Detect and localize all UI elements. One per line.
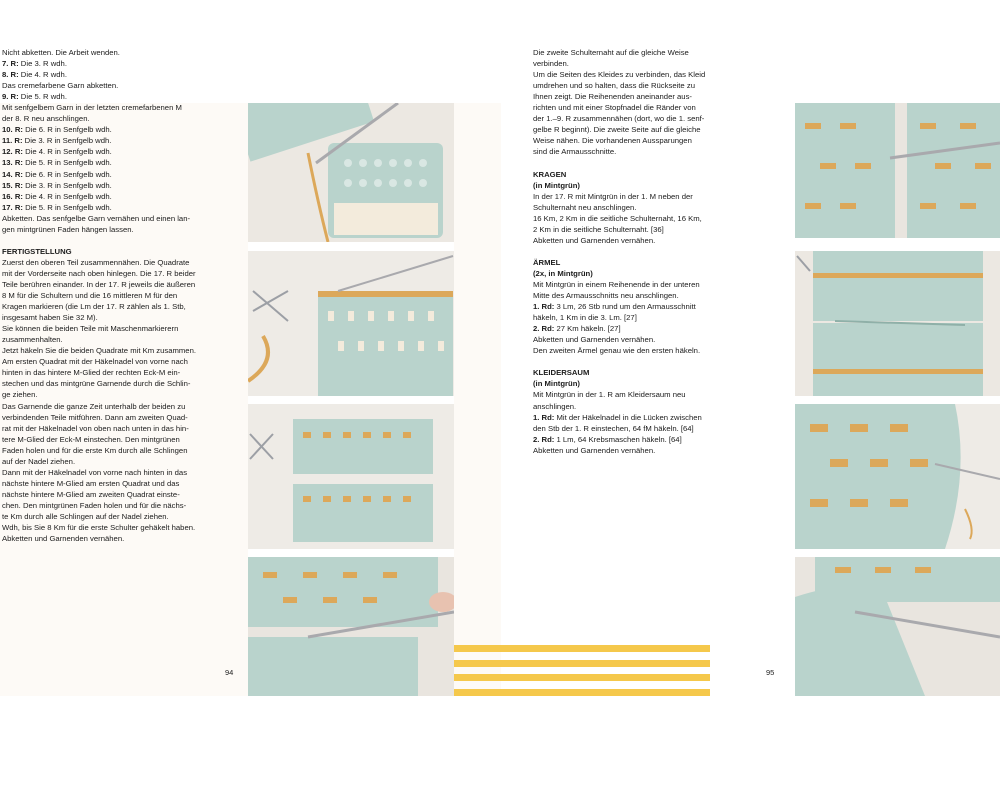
text-line (2, 124, 196, 135)
text-line (2, 180, 196, 191)
text-line (2, 356, 196, 367)
text-line (533, 213, 705, 224)
line-text: Die 4. R wdh. (18, 70, 67, 80)
line-text: Weise nähen. Die vorhandenen Aussparungen (533, 136, 692, 146)
line-text: Dann mit der Häkelnadel von vorne nach hinten in das (2, 467, 188, 477)
line-text: Zuerst den oberen Teil zusammennähen. Die Quadrate (2, 257, 190, 267)
line-text: mit der Vorderseite nach oben hinlegen. Die 17. R beider (2, 268, 196, 278)
text-line (533, 445, 705, 456)
text-line (533, 312, 705, 323)
line-text: Die 6. R in Senfgelb wdh. (22, 169, 112, 179)
line-text: Abketten. Das senfgelbe Garn vernähen und einen lan- (2, 213, 191, 223)
line-text: 2 Km in die seitliche Schulternaht. [36] (533, 224, 664, 234)
text-line (533, 345, 705, 356)
line-text: Mit der Häkelnadel in die Lücken zwischen (554, 412, 702, 422)
text-line (533, 224, 705, 235)
line-text: Die zweite Schulternaht auf die gleiche Weise (533, 48, 689, 57)
line-text: Ihnen zeigt. Die Reihenenden aneinander aus- (533, 92, 692, 102)
bold-label: KRAGEN (533, 169, 567, 179)
bold-label: KLEIDERSAUM (533, 368, 590, 378)
text-line (533, 401, 705, 412)
text-line (533, 235, 705, 246)
bold-label: 8. R: (2, 70, 19, 80)
bold-label: 11. R: (2, 136, 23, 146)
line-text: Abketten und Garnenden vernähen. (533, 235, 656, 245)
bold-label: 14. R: (2, 169, 23, 179)
line-text: Am ersten Quadrat mit der Häkelnadel von vorne nach (2, 357, 188, 367)
text-line (533, 202, 705, 213)
bold-label: 13. R: (2, 158, 23, 168)
line-text: insgesamt haben Sie 32 M). (2, 313, 98, 323)
line-text: gelbe R beginnt). Die zweite Seite auf die gleiche (533, 125, 701, 135)
line-text: nächste hintere M-Glied am ersten Quadrat und das (2, 478, 180, 488)
text-line (2, 434, 196, 445)
line-text: Die 3. R in Senfgelb wdh. (22, 180, 112, 190)
bold-label: 2. Rd: (533, 434, 555, 444)
text-line (533, 434, 705, 445)
text-line (2, 412, 196, 423)
line-text: Mit senfgelbem Garn in der letzten cremefarbenen M (2, 103, 182, 113)
paragraph-gap (533, 356, 705, 367)
text-line (2, 146, 196, 157)
text-line (2, 345, 196, 356)
line-text: zusammenhalten. (2, 335, 63, 345)
text-line (533, 80, 705, 91)
text-line (533, 301, 705, 312)
text-line (2, 423, 196, 434)
text-line (533, 389, 705, 400)
line-text: tere M-Glied der Eck-M einstechen. Den mintgrünen (2, 434, 180, 444)
text-line (533, 334, 705, 345)
text-line (2, 334, 196, 345)
bold-label: 17. R: (2, 202, 23, 212)
line-text: der 1.–9. R zusammennähen (dort, wo die 1. senf- (533, 114, 705, 124)
line-text: chen. Den mintgrünen Faden holen und für die nächs- (2, 500, 187, 510)
line-text: Abketten und Garnenden vernähen. (533, 445, 656, 455)
text-line (2, 533, 196, 544)
text-line (2, 58, 196, 69)
text-line (533, 69, 705, 80)
text-line (2, 290, 196, 301)
line-text: Mit Mintgrün in einem Reihenende in der unteren (533, 279, 700, 289)
bold-label: 7. R: (2, 59, 19, 69)
text-line (533, 412, 705, 423)
bold-label: (2x, in Mintgrün) (533, 268, 593, 278)
line-text: der 8. R neu anschlingen. (2, 114, 90, 124)
bold-label: (in Mintgrün) (533, 379, 580, 389)
text-line (2, 213, 196, 224)
line-text: richten und mit einer Stopfnadel die Ränder von (533, 103, 696, 113)
line-text: Die 5. R in Senfgelb wdh. (22, 202, 112, 212)
text-line (2, 257, 196, 268)
text-line (2, 69, 196, 80)
line-text: häkeln, 1 Km in die 3. Lm. [27] (533, 313, 637, 323)
text-line (533, 169, 705, 180)
text-line (2, 191, 196, 202)
text-line (2, 91, 196, 102)
line-text: Die 5. R wdh. (18, 92, 67, 102)
bold-label: 15. R: (2, 180, 23, 190)
photo-side-seam (795, 251, 1000, 396)
text-line (2, 445, 196, 456)
line-text: Die 4. R in Senfgelb wdh. (22, 147, 112, 157)
left-text-column (2, 47, 196, 544)
line-text: Sie können die beiden Teile mit Maschenmarkierern (2, 324, 179, 334)
text-line (2, 113, 196, 124)
text-line (2, 323, 196, 334)
line-text: anschlingen. (533, 401, 577, 411)
text-line (533, 279, 705, 290)
photo-crochet-swatch-2 (248, 251, 454, 396)
text-line (2, 456, 196, 467)
text-line (2, 522, 196, 533)
text-line (533, 423, 705, 434)
text-line (533, 290, 705, 301)
line-text: verbindenden Teile mitführen. Dann am zweiten Quad- (2, 412, 188, 422)
line-text: rat mit der Häkelnadel von oben nach unten in das hin- (2, 423, 189, 433)
line-text: Um die Seiten des Kleides zu verbinden, das Kleid (533, 70, 706, 80)
text-line (2, 367, 196, 378)
line-text: stechen und das mintgrüne Garnende durch die Schlin- (2, 379, 191, 389)
line-text: Die 5. R in Senfgelb wdh. (22, 158, 112, 168)
line-text: Kragen markieren (die Lm der 17. R zählen als 1. Stb, (2, 302, 186, 312)
bold-label: 9. R: (2, 92, 19, 102)
line-text: 27 Km häkeln. [27] (554, 324, 621, 334)
page-number-right: 95 (766, 668, 775, 677)
line-text: Jetzt häkeln Sie die beiden Quadrate mit Km zusammen. (2, 346, 196, 356)
line-text: Schulternaht neu anschlingen. (533, 202, 637, 212)
text-line (2, 47, 196, 58)
bold-label: 1. Rd: (533, 412, 555, 422)
text-line (533, 268, 705, 279)
line-text: Den zweiten Ärmel genau wie den ersten häkeln. (533, 346, 701, 356)
text-line (533, 113, 705, 124)
line-text: 8 M für die Schultern und die 16 mittleren M für den (2, 291, 178, 301)
photo-collar-stitching (795, 404, 1000, 549)
line-text: Das Garnende die ganze Zeit unterhalb der beiden zu (2, 401, 186, 411)
text-line (2, 301, 196, 312)
line-text: nächste hintere M-Glied am zweiten Quadrat einste- (2, 489, 180, 499)
line-text: Nicht abketten. Die Arbeit wenden. (2, 48, 120, 57)
text-line (533, 102, 705, 113)
text-line (533, 367, 705, 378)
text-line (533, 378, 705, 389)
line-text: hinten in das hintere M-Glied der rechten Eck-M ein- (2, 368, 181, 378)
text-line (2, 224, 196, 235)
line-text: umdrehen und so halten, dass die Rückseite zu (533, 81, 695, 91)
text-line (2, 478, 196, 489)
line-text: ge ziehen. (2, 390, 38, 400)
bold-label: ÄRMEL (533, 257, 561, 267)
line-text: Mitte des Armausschnitts neu anschlingen. (533, 291, 679, 301)
line-text: Faden holen und für die erste Km durch alle Schlingen (2, 445, 188, 455)
text-line (2, 467, 196, 478)
line-text: te Km durch alle Schlingen auf der Nadel ziehen. (2, 511, 169, 521)
text-line (533, 135, 705, 146)
line-text: Die 4. R in Senfgelb wdh. (22, 191, 112, 201)
line-text: Die 3. R in Senfgelb wdh. (22, 136, 112, 146)
text-line (2, 169, 196, 180)
text-line (533, 146, 705, 157)
photo-crochet-swatch-1 (248, 103, 454, 242)
line-text: auf der Nadel ziehen. (2, 456, 76, 466)
text-line (533, 91, 705, 102)
text-line (533, 47, 705, 58)
line-text: Das cremefarbene Garn abketten. (2, 81, 119, 91)
right-text-column (533, 47, 705, 456)
page-number-left: 94 (225, 668, 234, 677)
decorative-stripes (454, 645, 710, 696)
text-line (2, 202, 196, 213)
paragraph-gap (2, 235, 196, 246)
text-line (533, 180, 705, 191)
text-line (2, 312, 196, 323)
bold-label: 10. R: (2, 125, 23, 135)
text-line (2, 279, 196, 290)
text-line (2, 489, 196, 500)
text-line (2, 157, 196, 168)
photo-joining-seam (248, 557, 454, 696)
text-line (2, 401, 196, 412)
text-line (2, 378, 196, 389)
paragraph-gap (533, 246, 705, 257)
line-text: Abketten und Garnenden vernähen. (533, 335, 656, 345)
line-text: Die 6. R in Senfgelb wdh. (22, 125, 112, 135)
text-line (2, 135, 196, 146)
line-text: Teile berühren einander. In der 17. R jeweils die äußeren (2, 279, 196, 289)
line-text: den Stb der 1. R einstechen, 64 fM häkeln. [64] (533, 423, 694, 433)
text-line (2, 268, 196, 279)
text-line (533, 58, 705, 69)
gutter (454, 103, 501, 696)
bold-label: (in Mintgrün) (533, 180, 580, 190)
bold-label: 1. Rd: (533, 302, 555, 312)
bold-label: 12. R: (2, 147, 23, 157)
text-line (533, 257, 705, 268)
photo-two-swatches (248, 404, 454, 549)
line-text: In der 17. R mit Mintgrün in der 1. M neben der (533, 191, 693, 201)
text-line (2, 102, 196, 113)
line-text: Die 3. R wdh. (18, 59, 67, 69)
paragraph-gap (533, 157, 705, 168)
line-text: 16 Km, 2 Km in die seitliche Schulternaht, 16 Km, (533, 213, 702, 223)
text-line (533, 191, 705, 202)
line-text: 3 Lm, 26 Stb rund um den Armausschnitt (554, 302, 696, 312)
bold-label: FERTIGSTELLUNG (2, 246, 72, 256)
line-text: gen mintgrünen Faden hängen lassen. (2, 224, 134, 234)
photo-sleeve (795, 557, 1000, 696)
text-line (2, 246, 196, 257)
text-line (2, 389, 196, 400)
line-text: Abketten und Garnenden vernähen. (2, 534, 125, 544)
line-text: verbinden. (533, 59, 569, 69)
line-text: Mit Mintgrün in der 1. R am Kleidersaum neu (533, 390, 686, 400)
line-text: 1 Lm, 64 Krebsmaschen häkeln. [64] (554, 434, 682, 444)
text-line (2, 511, 196, 522)
bold-label: 2. Rd: (533, 324, 555, 334)
text-line (533, 323, 705, 334)
line-text: Wdh, bis Sie 8 Km für die erste Schulter gehäkelt haben. (2, 523, 196, 533)
text-line (2, 80, 196, 91)
bold-label: 16. R: (2, 191, 23, 201)
photo-shoulder-seam (795, 103, 1000, 238)
line-text: sind die Armausschnitte. (533, 147, 617, 157)
text-line (533, 124, 705, 135)
text-line (2, 500, 196, 511)
